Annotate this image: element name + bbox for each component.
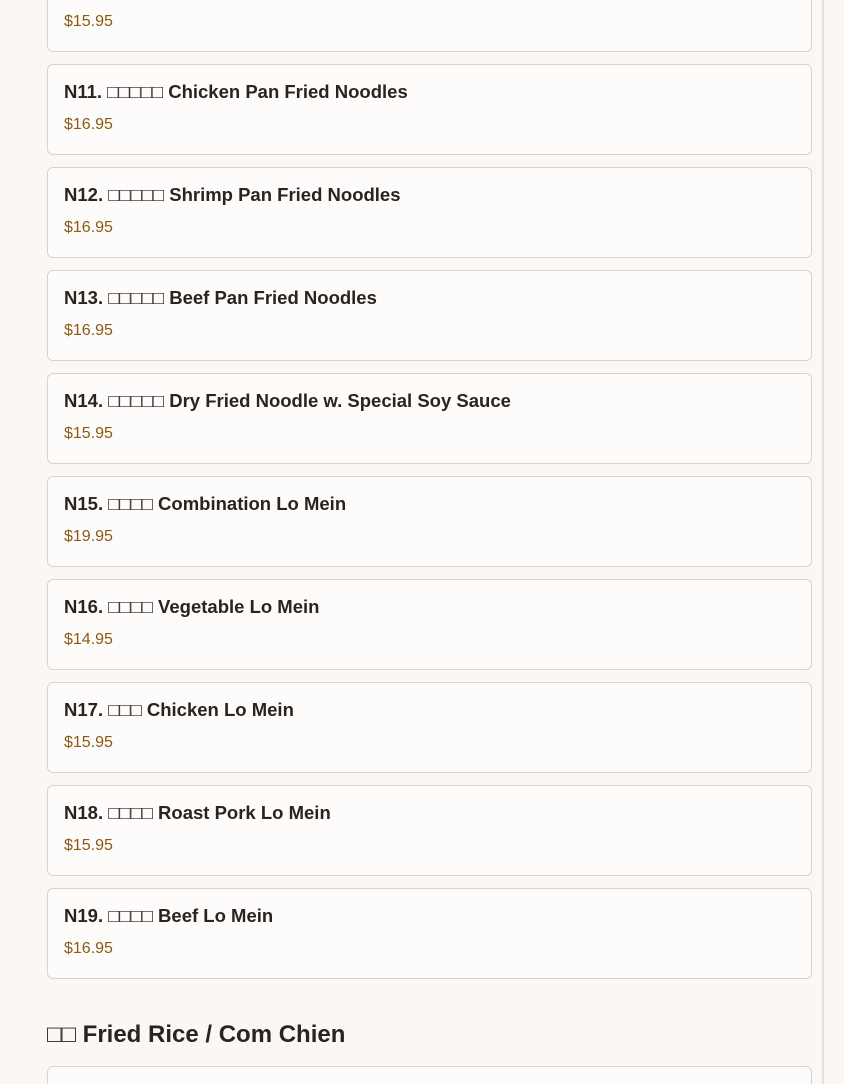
section-heading-fried-rice: □□ Fried Rice / Com Chien <box>47 1021 346 1048</box>
menu-item-card[interactable] <box>47 373 812 464</box>
menu-item-title: N11. □□□□□ Chicken Pan Fried Noodles <box>64 81 408 102</box>
menu-item-title: N16. □□□□ Vegetable Lo Mein <box>64 596 320 617</box>
menu-item-price: $14.95 <box>64 631 113 648</box>
menu-item-card[interactable] <box>47 682 812 773</box>
menu-item-card[interactable] <box>47 270 812 361</box>
menu-item-card[interactable] <box>47 0 812 52</box>
menu-item-price: $19.95 <box>64 528 113 545</box>
menu-item-price: $16.95 <box>64 219 113 236</box>
menu-item-title: N12. □□□□□ Shrimp Pan Fried Noodles <box>64 184 401 205</box>
menu-item-card[interactable] <box>47 64 812 155</box>
menu-item-card[interactable] <box>47 476 812 567</box>
menu-item-title: N17. □□□ Chicken Lo Mein <box>64 699 294 720</box>
menu-item-price: $16.95 <box>64 116 113 133</box>
menu-item-card[interactable] <box>47 1066 812 1084</box>
menu-item-price: $15.95 <box>64 837 113 854</box>
menu-item-card[interactable] <box>47 888 812 979</box>
menu-item-title: N19. □□□□ Beef Lo Mein <box>64 905 274 926</box>
menu-item-title: N14. □□□□□ Dry Fried Noodle w. Special Soy Sauce <box>64 390 511 411</box>
menu-item-title: N18. □□□□ Roast Pork Lo Mein <box>64 802 331 823</box>
menu-item-title <box>64 0 795 1</box>
menu-item-price: $16.95 <box>64 322 113 339</box>
content-divider <box>822 0 824 1084</box>
menu-item-price: $15.95 <box>64 425 113 442</box>
menu-item-card[interactable] <box>47 167 812 258</box>
menu-item-price: $15.95 <box>64 734 113 751</box>
menu-item-title: N13. □□□□□ Beef Pan Fried Noodles <box>64 287 377 308</box>
menu-item-card[interactable] <box>47 785 812 876</box>
menu-item-title: N15. □□□□ Combination Lo Mein <box>64 493 347 514</box>
menu-item-list <box>47 0 812 991</box>
menu-item-card[interactable] <box>47 579 812 670</box>
menu-item-price: $16.95 <box>64 940 113 957</box>
menu-item-price: $15.95 <box>64 13 113 30</box>
